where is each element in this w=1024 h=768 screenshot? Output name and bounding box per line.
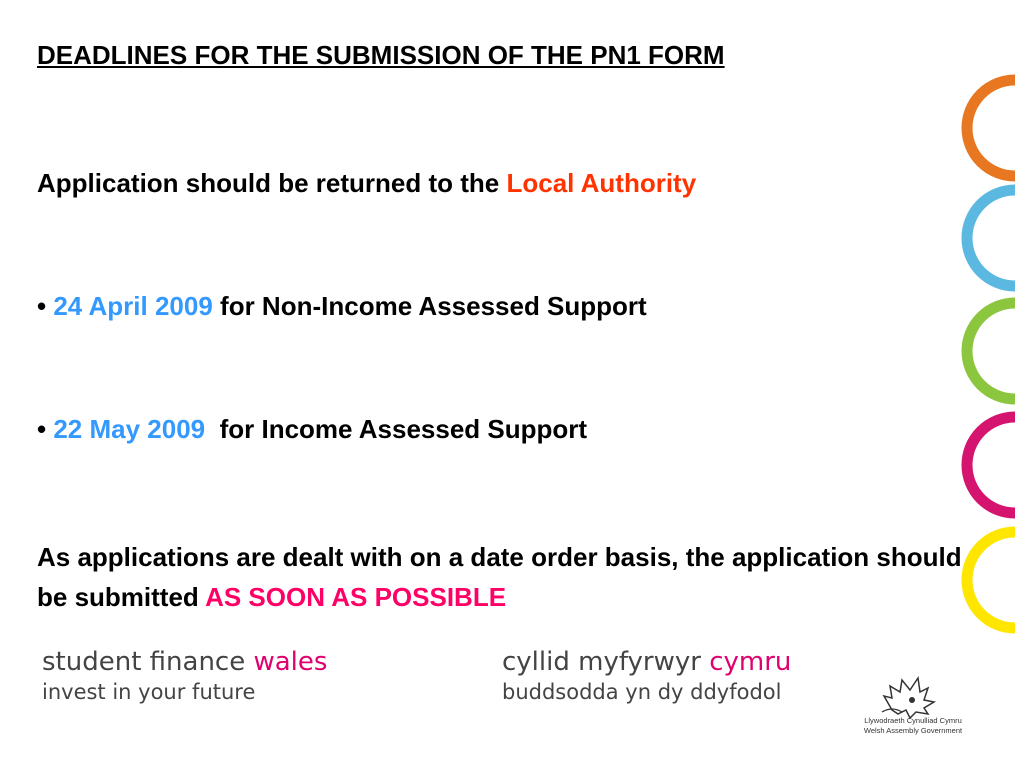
logo-name-accent: wales <box>253 647 328 677</box>
submission-note <box>37 537 977 617</box>
asap-highlight: AS SOON AS POSSIBLE <box>205 582 507 612</box>
deadline-date: 22 May 2009 <box>53 414 206 444</box>
deadline-item-non-income <box>37 291 647 322</box>
bullet: • <box>37 414 47 444</box>
local-authority-highlight: Local Authority <box>506 168 697 198</box>
cyllid-myfyrwyr-cymru-logo <box>502 646 822 706</box>
note-text: As applications are dealt with on a date order basis, the application should be submitted <box>37 542 962 612</box>
bullet: • <box>37 291 47 321</box>
government-logo-text <box>858 716 968 736</box>
decorative-rings <box>955 70 1024 650</box>
magenta-ring-icon <box>967 417 1015 513</box>
deadline-text: for Income Assessed Support <box>219 414 588 444</box>
intro-line <box>37 168 696 199</box>
logo-tagline: buddsodda yn dy ddyfodol <box>502 680 782 704</box>
student-finance-wales-logo <box>42 646 362 706</box>
page-title: DEADLINES FOR THE SUBMISSION OF THE PN1 FORM <box>37 40 725 70</box>
government-name-english: Welsh Assembly Government <box>863 726 963 735</box>
logo-name: cyllid myfyrwyr <box>502 647 710 677</box>
blue-ring-icon <box>967 190 1015 286</box>
government-name-welsh: Llywodraeth Cynulliad Cymru <box>864 716 962 725</box>
logo-name: student finance <box>42 647 254 677</box>
intro-text: Application should be returned to the <box>37 168 500 198</box>
deadline-date: 24 April 2009 <box>53 291 213 321</box>
yellow-ring-icon <box>967 532 1015 628</box>
deadline-item-income <box>37 414 587 445</box>
green-ring-icon <box>967 303 1015 399</box>
deadline-text: for Non-Income Assessed Support <box>220 291 647 321</box>
orange-ring-icon <box>967 80 1015 176</box>
logo-name-accent: cymru <box>709 647 792 677</box>
logo-tagline: invest in your future <box>42 680 256 704</box>
